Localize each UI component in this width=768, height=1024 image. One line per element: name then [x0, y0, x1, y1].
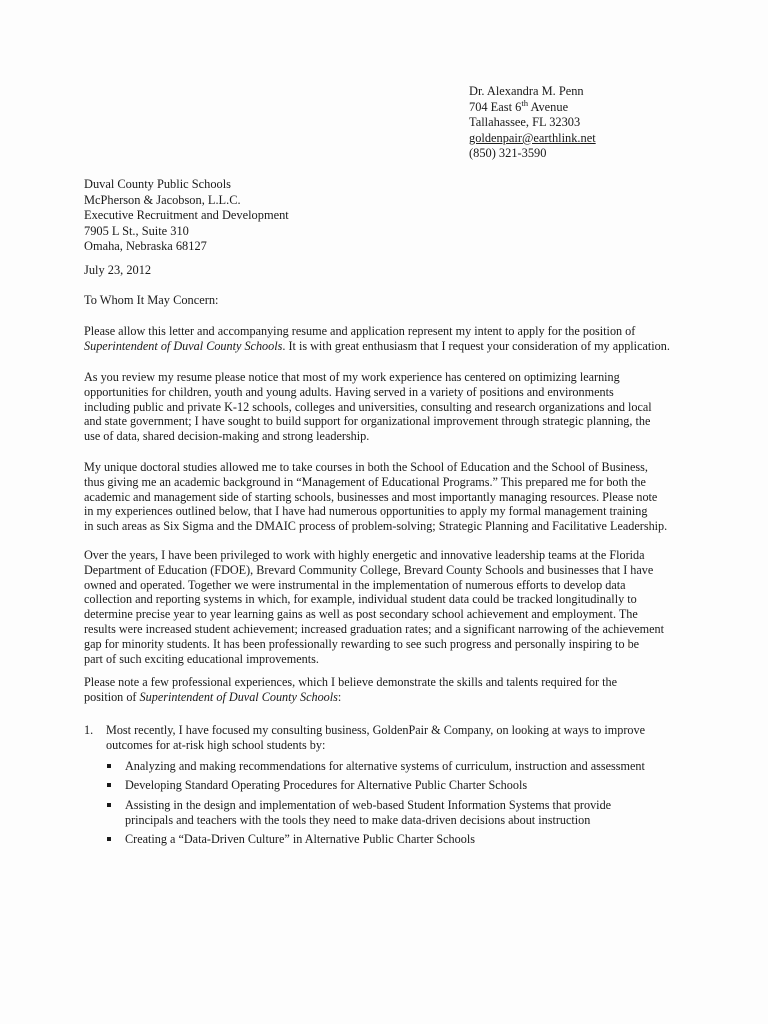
- sender-phone: (850) 321-3590: [469, 146, 547, 161]
- recipient-line: Duval County Public Schools: [84, 177, 231, 191]
- sender-city: Tallahassee, FL 32303: [469, 115, 581, 130]
- letter-date: July 23, 2012: [84, 263, 152, 277]
- paragraph-line: Over the years, I have been privileged to work with highly energetic and innovative leadership teams at the Florida: [84, 548, 645, 562]
- paragraph-professional-experiences: [84, 675, 692, 705]
- paragraph-line: part of such exciting educational improvements.: [84, 651, 319, 666]
- list-item-line: Analyzing and making recommendations for alternative systems of curriculum, instruction and assessment: [125, 759, 645, 773]
- paragraph-line: Please note a few professional experiences, which I believe demonstrate the skills and talents required for the: [84, 675, 618, 689]
- paragraph-line: My unique doctoral studies allowed me to take courses in both the School of Education and the School of Business,: [84, 460, 648, 474]
- recipient-address-block: [84, 177, 289, 255]
- recipient-line: McPherson & Jacobson, L.L.C.: [84, 192, 241, 207]
- bullet-square-icon: [107, 803, 111, 807]
- paragraph-line: outcomes for at-risk high school students by:: [106, 737, 326, 752]
- salutation: To Whom It May Concern:: [84, 293, 219, 307]
- recipient-line: Executive Recruitment and Development: [84, 208, 289, 223]
- position-title: Superintendent of Duval County Schools: [84, 338, 283, 353]
- list-item-line: Assisting in the design and implementation of web-based Student Information Systems that provide: [125, 797, 612, 812]
- list-item: [106, 778, 706, 793]
- bullet-list: [106, 759, 706, 851]
- sender-address-block: [469, 84, 596, 162]
- paragraph-line: opportunities for children, youth and young adults. Having served in a variety of positions and environments: [84, 384, 614, 399]
- sender-street: 704 East 6th Avenue: [469, 97, 569, 114]
- list-item: [106, 832, 706, 847]
- list-item: [106, 798, 706, 828]
- list-item-line: principals and teachers with the tools they need to make data-driven decisions about instruction: [125, 812, 591, 827]
- paragraph-line: academic and management side of starting schools, businesses and most importantly managing resources. Please note: [84, 489, 658, 504]
- paragraph-line: and state government; I have sought to build support for organizational improvement through strategic planning, the: [84, 414, 651, 429]
- item-number: 1.: [84, 723, 94, 737]
- paragraph-line: owned and operated. Together we were instrumental in the implementation of numerous efforts to develop data: [84, 577, 626, 592]
- bullet-square-icon: [107, 764, 111, 768]
- list-item: [106, 759, 706, 774]
- sender-name: Dr. Alexandra M. Penn: [469, 84, 584, 98]
- list-item-line: Creating a “Data-Driven Culture” in Alternative Public Charter Schools: [125, 831, 475, 846]
- paragraph-line: determine precise year to year learning gains as well as post secondary school achievement and employment. The: [84, 607, 638, 622]
- paragraph-line: Department of Education (FDOE), Brevard Community College, Brevard County Schools and businesses that I have: [84, 562, 654, 577]
- paragraph-line: Most recently, I have focused my consulting business, GoldenPair & Company, on looking at ways to improve: [106, 723, 645, 737]
- paragraph-line: results were increased student achievement; increased graduation rates; and a significant narrowing of the achievement: [84, 621, 665, 636]
- paragraph-leadership-teams: [84, 548, 692, 666]
- position-title: Superintendent of Duval County Schools: [139, 689, 338, 704]
- paragraph-line: including public and private K-12 schools, colleges and universities, consulting and research organizations and local: [84, 399, 652, 414]
- paragraph-intro: [84, 324, 692, 354]
- paragraph-line: Please allow this letter and accompanying resume and application represent my intent to apply for the position of: [84, 324, 636, 338]
- paragraph-line: position of Superintendent of Duval County Schools:: [84, 689, 342, 704]
- paragraph-doctoral-studies: [84, 460, 692, 534]
- paragraph-line: in such areas as Six Sigma and the DMAIC process of problem-solving; Strategic Planning and Facilitative Leadership.: [84, 519, 668, 534]
- bullet-square-icon: [107, 837, 111, 841]
- numbered-item-text: [106, 723, 706, 753]
- paragraph-experience: [84, 370, 692, 444]
- sender-email-link[interactable]: goldenpair@earthlink.net: [469, 130, 596, 145]
- list-item-line: Developing Standard Operating Procedures for Alternative Public Charter Schools: [125, 778, 528, 793]
- paragraph-line: gap for minority students. It has been professionally rewarding to see such progress and personally inspiring to be: [84, 636, 640, 651]
- paragraph-line: As you review my resume please notice that most of my work experience has centered on optimizing learning: [84, 370, 620, 384]
- bullet-square-icon: [107, 783, 111, 787]
- paragraph-line: collection and reporting systems in which, for example, individual student data could be tracked longitudinally to: [84, 592, 637, 607]
- recipient-line: 7905 L St., Suite 310: [84, 223, 189, 238]
- recipient-line: Omaha, Nebraska 68127: [84, 239, 207, 254]
- paragraph-line: Superintendent of Duval County Schools. It is with great enthusiasm that I request your consideration of my application.: [84, 338, 670, 353]
- paragraph-line: use of data, shared decision-making and strong leadership.: [84, 429, 370, 444]
- paragraph-line: in my experiences outlined below, that I have had numerous opportunities to apply my formal management training: [84, 504, 648, 519]
- paragraph-line: thus giving me an academic background in “Management of Educational Programs.” This prepared me for both the: [84, 474, 646, 489]
